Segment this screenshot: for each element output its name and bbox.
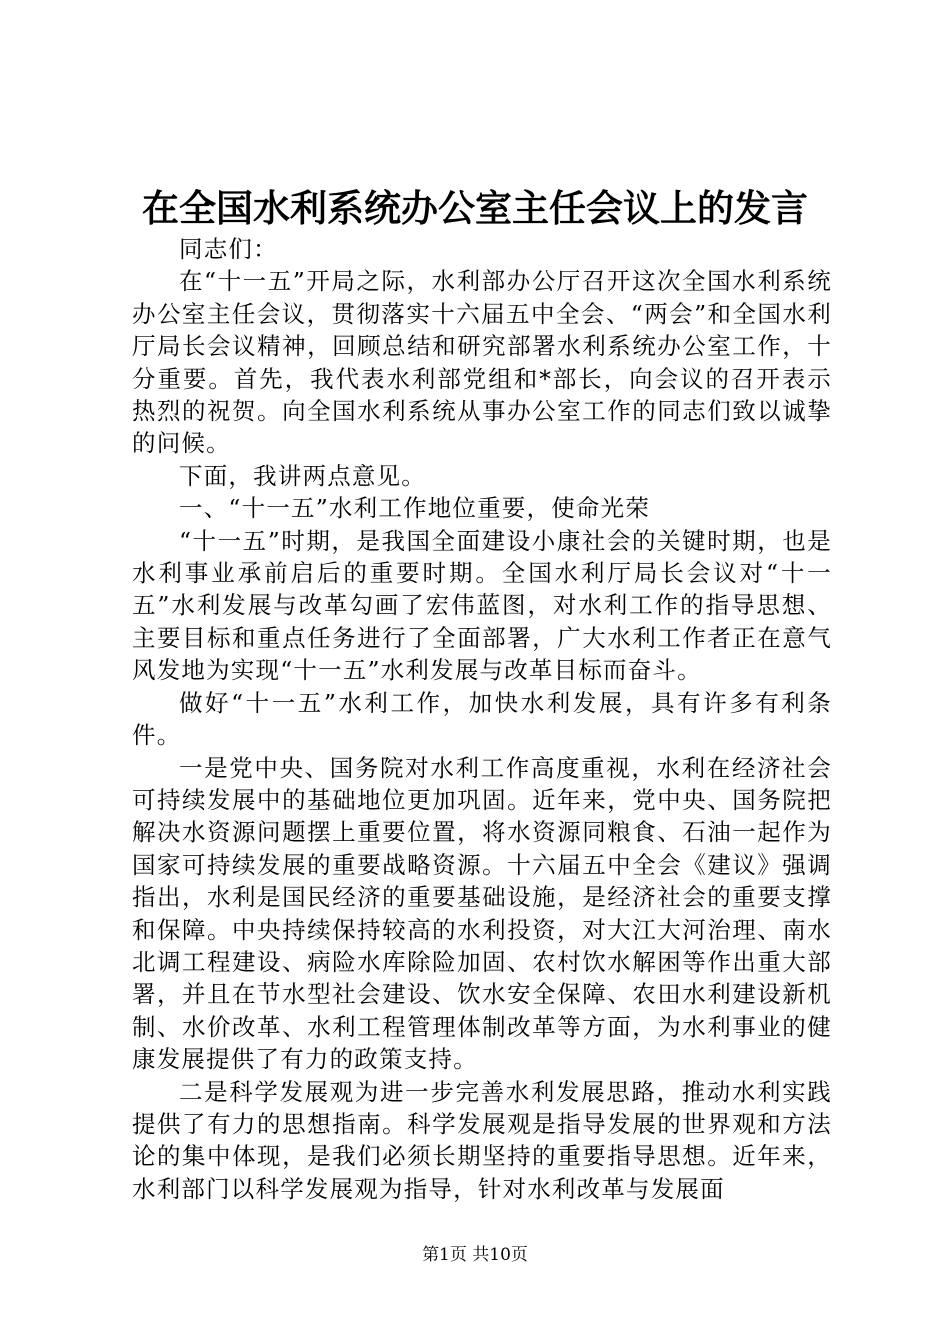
paragraph-intro-points: 下面，我讲两点意见。 xyxy=(179,461,426,490)
document-body xyxy=(132,233,832,1205)
paragraph-point-one: 一是党中央、国务院对水利工作高度重视，水利在经济社会可持续发展中的基础地位更加巩固。近年来，党中央、国务院把解决水资源问题摆上重要位置，将水资源同粮食、石油一起作为国家可持续发展的重要战略资源。十六届五中全会《建议》强调指出，水利是国民经济的重要基础设施，是经济社会的重要支撑和保障。中央持续保持较高的水利投资，对大江大河治理、南水北调工程建设、病险水库除险加固、农村饮水解困等作出重大部署，并且在节水型社会建设、饮水安全保障、农田水利建设新机制、水价改革、水利工程管理体制改革等方面，为水利事业的健康发展提供了有力的政策支持。 xyxy=(132,753,832,1074)
paragraph-point-two: 二是科学发展观为进一步完善水利发展思路，推动水利实践提供了有力的思想指南。科学发展观是指导发展的世界观和方法论的集中体现，是我们必须长期坚持的重要指导思想。近年来，水利部门以科学发展观为指导，针对水利改革与发展面 xyxy=(132,1077,832,1203)
section-heading-1: 一、“十一五”水利工作地位重要，使命光荣 xyxy=(179,494,651,523)
paragraph-period-overview: “十一五”时期，是我国全面建设小康社会的关键时期，也是水利事业承前启后的重要时期。全国水利厅局长会议对“十一五”水利发展与改革勾画了宏伟蓝图，对水利工作的指导思想、主要目标和重点任务进行了全面部署，广大水利工作者正在意气风发地为实现“十一五”水利发展与改革目标而奋斗。 xyxy=(132,526,832,685)
document-title: 在全国水利系统办公室主任会议上的发言 xyxy=(142,186,808,230)
paragraph-opening: 在“十一五”开局之际，水利部办公厅召开这次全国水利系统办公室主任会议，贯彻落实十六届五中全会、“两会”和全国水利厅局长会议精神，回顾总结和研究部署水利系统办公室工作，十分重要。首先，我代表水利部党组和*部长，向会议的召开表示热烈的祝贺。向全国水利系统从事办公室工作的同志们致以诚挚的问候。 xyxy=(132,267,832,458)
paragraph-favorable-conditions: 做好“十一五”水利工作，加快水利发展，具有许多有利条件。 xyxy=(132,688,832,750)
paragraph-salutation: 同志们： xyxy=(179,235,278,263)
page-footer: 第1页 共10页 xyxy=(422,1245,528,1265)
